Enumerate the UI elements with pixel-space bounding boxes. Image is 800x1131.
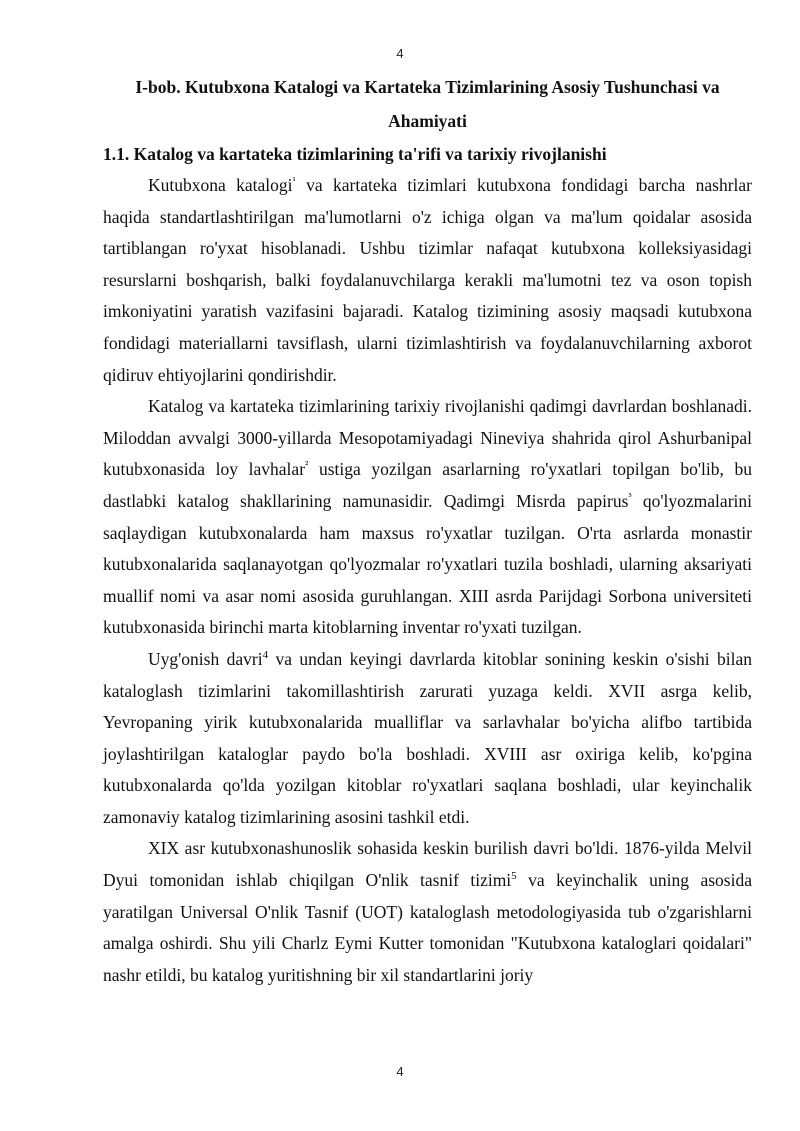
- page-content: [103, 70, 752, 991]
- chapter-title: I-bob. Kutubxona Katalogi va Kartateka Tizimlarining Asosiy Tushunchasi va Ahamiyati: [135, 77, 720, 131]
- paragraph-3: [103, 644, 752, 834]
- paragraph-2: [103, 391, 752, 644]
- paragraph-text: XIX asr kutubxonashunoslik sohasida keskin burilish davri bo'ldi. 1876-yilda Melvil Dyui tomonidan ishlab chiqilgan O'nlik tasnif tizimi: [103, 838, 752, 891]
- paragraph-text: va kartateka tizimlari kutubxona fondidagi barcha nashrlar haqida standartlashtirilgan ma'lumotlarni o'z ichiga olgan va ma'lum qoidalar asosida tartiblangan ro'yxat hisoblanadi. Ushbu tizimlar nafaqat kutubxona kolleksiyasidagi resurslarni boshqarish, balki foydalanuvchilarga kerakli ma'lumotni tez va oson topish imkoniyatini yaratish vazifasini bajaradi. Katalog tizimining asosiy maqsadi kutubxona fondidagi materiallarni tavsiflash, ularni tizimlashtirish va foydalanuvchilarning axborot qidiruv ehtiyojlarini qondirishdir.: [103, 175, 752, 385]
- paragraph-text: va undan keyingi davrlarda kitoblar sonining keskin o'sishi bilan kataloglash tizimlarini takomillashtirish zarurati yuzaga keldi. XVII asrga kelib, Yevropaning yirik kutubxonalarida mualliflar va sarlavhalar bo'yicha alifbo tartibida joylashtirilgan kataloglar paydo bo'la boshladi. XVIII asr oxiriga kelib, ko'pgina kutubxonalarda qo'lda yozilgan kitoblar ro'yxatlari saqlana boshladi, ular keyinchalik zamonaviy katalog tizimlarining asosini tashkil etdi.: [103, 648, 753, 827]
- page-number-bottom: 4: [396, 1064, 404, 1079]
- paragraph-text: va keyinchalik uning asosida yaratilgan Universal O'nlik Tasnif (UOT) kataloglash metodologiyasida tub o'zgarishlarni amalga oshirdi. Shu yili Charlz Eymi Kutter tomonidan "Kutubxona kataloglari qoidalari" nashr etildi, bu katalog yuritishning bir xil standartlarini joriy: [103, 870, 752, 985]
- footnote-marker-4[interactable]: 4: [262, 649, 269, 662]
- paragraph-text: ustiga yozilgan asarlarning ro'yxatlari topilgan bo'lib, bu dastlabki katalog shakllarining namunasidir. Qadimgi Misrda papirus: [103, 459, 752, 511]
- paragraph-text: Uyg'onish davri: [148, 648, 263, 669]
- footnote-marker-5[interactable]: 5: [511, 870, 517, 883]
- footnote-marker-1[interactable]: ¹: [292, 175, 296, 188]
- footnote-marker-2[interactable]: ²: [305, 459, 309, 472]
- paragraph-text: Kutubxona katalogi: [148, 175, 293, 195]
- footnote-marker-3[interactable]: ³: [628, 491, 632, 504]
- paragraph-1: [103, 170, 752, 391]
- paragraph-text: Katalog va kartateka tizimlarining tarixiy rivojlanishi qadimgi davrlardan boshlanadi. Miloddan avvalgi 3000-yillarda Mesopotamiyadagi Nineviya shahrida qirol Ashurbanipal kutubxonasida loy lavhalar: [103, 396, 752, 480]
- page-number-top: 4: [396, 46, 404, 61]
- paragraph-4: [103, 833, 752, 991]
- paragraph-text: qo'lyozmalarini saqlaydigan kutubxonalarda ham maxsus ro'yxatlar tuzilgan. O'rta asrlarda monastir kutubxonalarida saqlanayotgan qo'lyozmalar ro'yxatlari tuzila boshladi, ularning aksariyati muallif nomi va asar nomi asosida guruhlangan. XIII asrda Parijdagi Sorbona universiteti kutubxonasida birinchi marta kitoblarning inventar ro'yxati tuzilgan.: [103, 490, 752, 638]
- section-title: 1.1. Katalog va kartateka tizimlarining ta'rifi va tarixiy rivojlanishi: [103, 144, 607, 164]
